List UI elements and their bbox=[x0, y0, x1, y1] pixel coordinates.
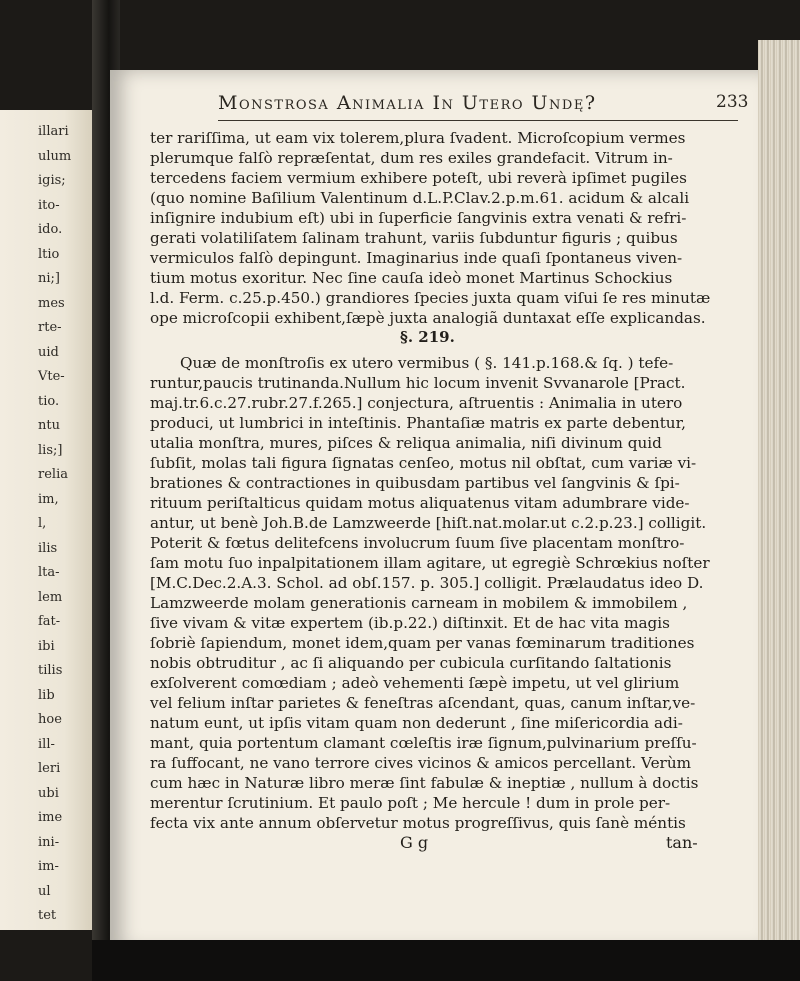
left-page-text: tio. bbox=[38, 393, 60, 409]
left-page-text: uid bbox=[38, 344, 59, 360]
left-page-text: Vte- bbox=[38, 369, 65, 384]
scan-background bbox=[92, 940, 800, 981]
text-line: ra ſuffocant, ne vano terrore cives vicinos & amicos percellant. Verùm bbox=[150, 754, 692, 772]
text-line: ſam motu ſuo inpalpitationem illam agitare, ut egregiè Schrœkius noſter bbox=[150, 554, 710, 572]
left-page-text: ibi bbox=[38, 638, 55, 654]
text-line: gerati volatiliſatem ſalinam trahunt, variis ſubduntur figuris ; quibus bbox=[150, 229, 678, 247]
left-page-text: hoe bbox=[38, 712, 62, 727]
text-line: tercedens faciem vermium exhibere poteſt, ubi reverà ipſimet pugiles bbox=[150, 169, 687, 187]
catchword: tan- bbox=[666, 833, 698, 852]
text-line: merentur ſcrutinium. Et paulo poſt ; Me hercule ! dum in prole per- bbox=[150, 794, 671, 812]
text-line: [M.C.Dec.2.A.3. Schol. ad obſ.157. p. 305.] colligit. Prælaudatus ideo D. bbox=[150, 574, 704, 592]
left-page-text: ilis bbox=[38, 540, 58, 556]
text-line: inſignire indubium eſt) ubi in ſuperficie ſangvinis extra venati & refri- bbox=[150, 209, 687, 227]
left-page-text: l, bbox=[38, 516, 47, 531]
text-line: mant, quia portentum clamant cœleſtis iræ ſignum,pulvinarium preſſu- bbox=[150, 734, 697, 752]
text-line: Poterit & fœtus delitefcens involucrum ſuum ſive placentam monſtro- bbox=[150, 534, 685, 552]
text-line: cum hæc in Naturæ libro meræ ſint fabulæ & ineptiæ , nullum à doctis bbox=[150, 774, 699, 792]
text-line: (quo nomine Baſilium Valentinum d.L.P.Clav.2.p.m.61. acidum & alcali bbox=[150, 189, 690, 207]
left-page-text: igis; bbox=[38, 173, 66, 188]
text-line: ſive vivam & vitæ expertem (ib.p.22.) diſtinxit. Et de hac vita magis bbox=[150, 614, 670, 632]
text-line: fecta vix ante annum obſervetur motus progreſſivus, quis ſanè méntis bbox=[150, 814, 686, 832]
page-edges bbox=[758, 40, 800, 940]
signature-mark: G g bbox=[400, 833, 429, 852]
text-line: brationes & contractiones in quibusdam partibus vel ſangvinis & ſpi- bbox=[150, 474, 680, 492]
left-page-text: im, bbox=[38, 491, 59, 507]
text-line: natum eunt, ut ipſis vitam quam non dederunt , ſine miſericordia adi- bbox=[150, 714, 683, 732]
left-page-text: leri bbox=[38, 761, 61, 776]
left-page-text: ltio bbox=[38, 246, 60, 262]
left-page-text: ntu bbox=[38, 418, 60, 433]
left-page-text: ubi bbox=[38, 785, 59, 801]
text-line: ter rariſſima, ut eam vix tolerem,plura ſvadent. Microſcopium vermes bbox=[150, 129, 686, 147]
body-text bbox=[110, 70, 760, 950]
left-page-text: ul bbox=[38, 883, 51, 899]
text-line: maj.tr.6.c.27.rubr.27.f.265.] conjectura, aſtruentis : Animalia in utero bbox=[150, 394, 683, 412]
left-page-text: tet bbox=[38, 908, 57, 923]
left-page-fragment bbox=[0, 110, 92, 930]
text-line: Lamzweerde molam generationis carneam in mobilem & immobilem , bbox=[150, 594, 688, 612]
page-number: 233 bbox=[716, 92, 749, 112]
text-line: ſubſit, molas tali figura ſignatas cenſeo, motus nil obſtat, cum variæ vi- bbox=[150, 454, 697, 472]
book-page bbox=[110, 70, 760, 950]
left-page-text: ni;] bbox=[38, 271, 60, 286]
left-page-text: ido. bbox=[38, 222, 63, 237]
left-page-text: ini- bbox=[38, 834, 60, 850]
text-line: runtur,paucis trutinanda.Nullum hic locum invenit Svvanarole [Pract. bbox=[150, 374, 686, 392]
text-line: nobis obtruditur , ac ſi aliquando per cubicula curſitando ſaltationis bbox=[150, 654, 672, 672]
left-page-text: ime bbox=[38, 810, 63, 825]
left-page-text: lem bbox=[38, 589, 63, 605]
text-line: ope microſcopii exhibent,ſæpè juxta analogiã duntaxat eſſe explicandas. bbox=[150, 309, 706, 327]
text-line: utalia monſtra, mures, piſces & reliqua animalia, niſi divinum quid bbox=[150, 434, 662, 452]
left-page-text: ill- bbox=[38, 736, 55, 752]
text-line: rituum periſtalticus quidam motus aliquatenus vitam adumbrare vide- bbox=[150, 494, 690, 512]
text-line: l.d. Ferm. c.25.p.450.) grandiores ſpecies juxta quam viſui ſe res minutæ bbox=[150, 289, 711, 307]
left-page-text: illari bbox=[38, 124, 69, 139]
text-line: produci, ut lumbrici in inteſtinis. Phantaſiæ matris ex parte debentur, bbox=[150, 414, 687, 432]
text-line: tium motus exoritur. Nec ſine cauſa ideò monet Martinus Schockius bbox=[150, 269, 673, 287]
left-page-text: fat- bbox=[38, 614, 61, 629]
left-page-text: lib bbox=[38, 687, 55, 703]
left-page-text: tilis bbox=[38, 663, 63, 678]
left-page-text: lis;] bbox=[38, 442, 63, 458]
text-line: Quæ de monſtroſis ex utero vermibus ( §. 141.p.168.& ſq. ) tefe- bbox=[180, 354, 674, 372]
text-line: vel felium inſtar parietes & feneſtras aſcendant, quas, canum inſtar,ve- bbox=[150, 694, 696, 712]
text-line: ſobriè ſapiendum, monet idem,quam per vanas fœminarum traditiones bbox=[150, 634, 695, 652]
text-line: exſolverent comœdiam ; adeò vehementi ſæpè impetu, ut vel glirium bbox=[150, 674, 680, 692]
left-page-text: ito- bbox=[38, 197, 60, 213]
running-head: Monstrosa Animalia In Utero Undę? bbox=[218, 92, 597, 114]
left-page-text: relia bbox=[38, 467, 68, 482]
text-line: plerumque falſò repræſentat, dum res exiles grandefacit. Vitrum in- bbox=[150, 149, 673, 167]
left-page-text: lta- bbox=[38, 565, 60, 580]
left-page-text: mes bbox=[38, 295, 65, 311]
left-page-text: rte- bbox=[38, 320, 62, 335]
left-page-text: im- bbox=[38, 859, 59, 874]
text-line: antur, ut benè Joh.B.de Lamzweerde [hiſt.nat.molar.ut c.2.p.23.] colligit. bbox=[150, 514, 707, 532]
text-line: vermiculos falſò depingunt. Imaginarius inde quaſi ſpontaneus viven- bbox=[150, 249, 683, 267]
section-number: §. 219. bbox=[400, 328, 455, 346]
left-page-text: ulum bbox=[38, 148, 72, 164]
